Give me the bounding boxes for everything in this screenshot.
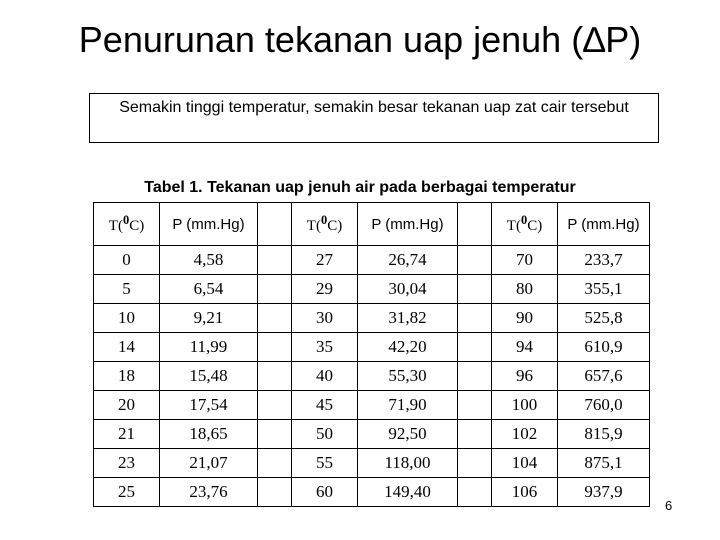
column-gap	[458, 420, 492, 449]
cell-pressure-3: 355,1	[558, 275, 650, 304]
column-gap	[258, 203, 292, 246]
table-row	[94, 304, 650, 333]
table-row	[94, 275, 650, 304]
cell-temperature-2: 27	[292, 246, 358, 275]
cell-temperature-2: 55	[292, 449, 358, 478]
cell-temperature-1: 20	[94, 391, 160, 420]
page-number: 6	[665, 498, 673, 513]
cell-temperature-3: 102	[492, 420, 558, 449]
cell-pressure-1: 17,54	[160, 391, 258, 420]
cell-pressure-2: 71,90	[358, 391, 458, 420]
table-caption: Tabel 1. Tekanan uap jenuh air pada berbagai temperatur	[144, 179, 576, 196]
cell-temperature-3: 96	[492, 362, 558, 391]
table-row	[94, 246, 650, 275]
column-gap	[458, 362, 492, 391]
cell-temperature-2: 30	[292, 304, 358, 333]
cell-temperature-2: 50	[292, 420, 358, 449]
column-gap	[258, 362, 292, 391]
cell-temperature-3: 104	[492, 449, 558, 478]
cell-temperature-3: 70	[492, 246, 558, 275]
table-header-row	[94, 203, 650, 246]
cell-pressure-2: 149,40	[358, 478, 458, 507]
cell-pressure-1: 15,48	[160, 362, 258, 391]
column-gap	[458, 304, 492, 333]
column-gap	[258, 275, 292, 304]
vapor-pressure-table	[93, 202, 650, 507]
column-gap	[258, 420, 292, 449]
column-gap	[258, 333, 292, 362]
cell-temperature-1: 23	[94, 449, 160, 478]
column-gap	[458, 246, 492, 275]
cell-pressure-1: 4,58	[160, 246, 258, 275]
cell-pressure-3: 233,7	[558, 246, 650, 275]
cell-temperature-3: 80	[492, 275, 558, 304]
cell-pressure-3: 610,9	[558, 333, 650, 362]
cell-pressure-2: 55,30	[358, 362, 458, 391]
table-row	[94, 449, 650, 478]
column-gap	[458, 478, 492, 507]
cell-temperature-3: 106	[492, 478, 558, 507]
table-row	[94, 362, 650, 391]
header-temperature-1: T($^0$C)	[94, 203, 160, 246]
note-text: Semakin tinggi temperatur, semakin besar tekanan uap zat cair tersebut	[119, 99, 629, 116]
cell-temperature-2: 35	[292, 333, 358, 362]
cell-temperature-2: 40	[292, 362, 358, 391]
column-gap	[258, 449, 292, 478]
cell-temperature-1: 18	[94, 362, 160, 391]
note-box	[89, 93, 659, 143]
column-gap	[458, 449, 492, 478]
page-title: Penurunan tekanan uap jenuh (∆P)	[78, 19, 642, 60]
cell-pressure-2: 118,00	[358, 449, 458, 478]
cell-pressure-1: 6,54	[160, 275, 258, 304]
column-gap	[258, 304, 292, 333]
cell-pressure-3: 760,0	[558, 391, 650, 420]
cell-pressure-3: 875,1	[558, 449, 650, 478]
cell-pressure-1: 21,07	[160, 449, 258, 478]
table-row	[94, 391, 650, 420]
column-gap	[458, 203, 492, 246]
cell-temperature-3: 94	[492, 333, 558, 362]
column-gap	[458, 333, 492, 362]
cell-temperature-2: 45	[292, 391, 358, 420]
cell-pressure-2: 26,74	[358, 246, 458, 275]
cell-pressure-3: 525,8	[558, 304, 650, 333]
cell-pressure-1: 11,99	[160, 333, 258, 362]
column-gap	[458, 275, 492, 304]
cell-pressure-1: 18,65	[160, 420, 258, 449]
header-pressure-3: P (mm.Hg)	[558, 203, 650, 246]
cell-pressure-3: 937,9	[558, 478, 650, 507]
cell-temperature-1: 5	[94, 275, 160, 304]
cell-temperature-1: 14	[94, 333, 160, 362]
column-gap	[258, 478, 292, 507]
cell-pressure-2: 92,50	[358, 420, 458, 449]
column-gap	[258, 391, 292, 420]
cell-pressure-2: 42,20	[358, 333, 458, 362]
cell-pressure-3: 657,6	[558, 362, 650, 391]
cell-pressure-2: 31,82	[358, 304, 458, 333]
header-temperature-2: T($^0$C)	[292, 203, 358, 246]
cell-temperature-1: 10	[94, 304, 160, 333]
cell-pressure-2: 30,04	[358, 275, 458, 304]
cell-pressure-1: 23,76	[160, 478, 258, 507]
cell-temperature-1: 0	[94, 246, 160, 275]
table-row	[94, 420, 650, 449]
cell-temperature-1: 25	[94, 478, 160, 507]
cell-temperature-3: 100	[492, 391, 558, 420]
column-gap	[458, 391, 492, 420]
header-temperature-3: T($^0$C)	[492, 203, 558, 246]
table-row	[94, 333, 650, 362]
cell-temperature-3: 90	[492, 304, 558, 333]
cell-pressure-1: 9,21	[160, 304, 258, 333]
cell-pressure-3: 815,9	[558, 420, 650, 449]
cell-temperature-1: 21	[94, 420, 160, 449]
header-pressure-1: P (mm.Hg)	[160, 203, 258, 246]
cell-temperature-2: 29	[292, 275, 358, 304]
column-gap	[258, 246, 292, 275]
header-pressure-2: P (mm.Hg)	[358, 203, 458, 246]
cell-temperature-2: 60	[292, 478, 358, 507]
table-row	[94, 478, 650, 507]
